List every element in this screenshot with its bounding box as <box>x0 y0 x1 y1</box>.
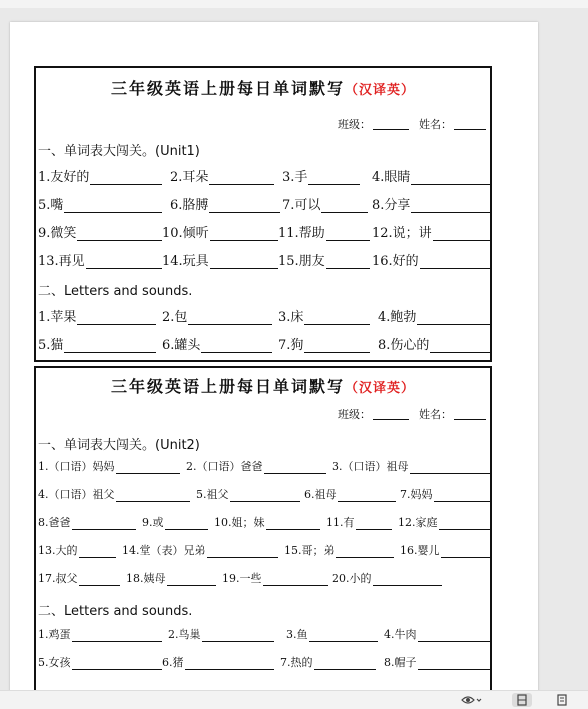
word-item[interactable]: 3.（口语）祖母 <box>332 458 490 474</box>
class-label: 班级： <box>338 408 371 421</box>
word-item[interactable]: 8.帽子 <box>384 654 490 670</box>
title-text: 三年级英语上册每日单词默写 <box>110 377 345 396</box>
word-item[interactable]: 7.可以 <box>282 194 368 213</box>
word-item[interactable]: 16.婴儿 <box>400 542 490 558</box>
word-item[interactable]: 4.鲍勃 <box>378 306 490 325</box>
word-row <box>38 542 488 562</box>
title-text: 三年级英语上册每日单词默写 <box>110 79 345 98</box>
name-blank[interactable] <box>454 409 486 420</box>
worksheet-title <box>36 374 490 397</box>
word-item[interactable]: 11.有 <box>326 514 392 530</box>
name-label: 姓名： <box>419 118 452 131</box>
word-item[interactable]: 4.（口语）祖父 <box>38 486 190 502</box>
word-row <box>38 166 488 186</box>
word-item[interactable]: 13.大的 <box>38 542 116 558</box>
title-subtitle: （汉译英） <box>345 381 416 396</box>
word-item[interactable]: 7.妈妈 <box>400 486 490 502</box>
eye-view-button[interactable] <box>457 693 487 707</box>
word-item[interactable]: 16.好的 <box>372 250 490 269</box>
word-item[interactable]: 8.爸爸 <box>38 514 136 530</box>
word-item[interactable]: 12.家庭 <box>398 514 490 530</box>
word-row <box>38 486 488 506</box>
word-item[interactable]: 8.伤心的 <box>378 334 490 353</box>
class-name-row <box>338 116 486 132</box>
eye-icon <box>461 694 483 706</box>
worksheet-title <box>36 76 490 99</box>
reading-layout-button[interactable] <box>552 693 572 707</box>
word-item[interactable]: 3.鱼 <box>286 626 378 642</box>
word-row <box>38 514 488 534</box>
section-heading-words: 一、单词表大闯关。(Unit2) <box>38 438 200 453</box>
page-layout-button[interactable] <box>512 693 532 707</box>
word-item[interactable]: 5.嘴 <box>38 194 162 213</box>
word-item[interactable]: 4.眼睛 <box>372 166 490 185</box>
word-item[interactable]: 1.鸡蛋 <box>38 626 162 642</box>
word-item[interactable]: 18.姨母 <box>126 570 216 586</box>
worksheet-unit2 <box>34 366 492 696</box>
word-item[interactable]: 8.分享 <box>372 194 490 213</box>
class-blank[interactable] <box>373 409 409 420</box>
word-item[interactable]: 7.狗 <box>278 334 370 353</box>
title-subtitle: （汉译英） <box>345 83 416 98</box>
word-item[interactable]: 2.鸟巢 <box>168 626 274 642</box>
word-item[interactable]: 10.倾听 <box>162 222 278 241</box>
word-item[interactable]: 2.耳朵 <box>170 166 274 185</box>
word-item[interactable]: 20.小的 <box>332 570 442 586</box>
word-item[interactable]: 17.叔父 <box>38 570 120 586</box>
class-label: 班级： <box>338 118 371 131</box>
word-item[interactable]: 6.祖母 <box>304 486 396 502</box>
word-item[interactable]: 10.姐；妹 <box>214 514 320 530</box>
name-blank[interactable] <box>454 119 486 130</box>
word-row <box>38 306 488 326</box>
word-row <box>38 626 488 646</box>
word-item[interactable]: 6.猪 <box>162 654 274 670</box>
word-item[interactable]: 2.包 <box>162 306 272 325</box>
word-row <box>38 194 488 214</box>
word-row <box>38 250 488 270</box>
word-item[interactable]: 9.或 <box>142 514 208 530</box>
word-item[interactable]: 5.猫 <box>38 334 156 353</box>
word-item[interactable]: 1.（口语）妈妈 <box>38 458 180 474</box>
word-item[interactable]: 2.（口语）爸爸 <box>186 458 326 474</box>
section-heading-letters: 二、Letters and sounds. <box>38 284 193 299</box>
word-item[interactable]: 5.女孩 <box>38 654 162 670</box>
word-item[interactable]: 12.说；讲 <box>372 222 490 241</box>
word-item[interactable]: 9.微笑 <box>38 222 162 241</box>
word-item[interactable]: 15.哥；弟 <box>284 542 394 558</box>
word-item[interactable]: 13.再见 <box>38 250 162 269</box>
word-item[interactable]: 6.胳膊 <box>170 194 280 213</box>
word-item[interactable]: 6.罐头 <box>162 334 272 353</box>
page-layout-icon <box>516 694 528 706</box>
class-blank[interactable] <box>373 119 409 130</box>
word-item[interactable]: 19.一些 <box>222 570 328 586</box>
word-row <box>38 654 488 674</box>
word-item[interactable]: 7.热的 <box>280 654 376 670</box>
word-row <box>38 570 488 590</box>
document-icon <box>556 694 568 706</box>
word-item[interactable]: 1.苹果 <box>38 306 156 325</box>
worksheet-unit1 <box>34 66 492 362</box>
word-item[interactable]: 11.帮助 <box>278 222 370 241</box>
word-item[interactable]: 5.祖父 <box>196 486 300 502</box>
word-item[interactable]: 3.床 <box>278 306 370 325</box>
name-label: 姓名： <box>419 408 452 421</box>
section-heading-letters: 二、Letters and sounds. <box>38 604 193 619</box>
word-item[interactable]: 3.手 <box>282 166 360 185</box>
word-row <box>38 458 488 478</box>
top-bar <box>0 0 588 8</box>
section-heading-words: 一、单词表大闯关。(Unit1) <box>38 144 200 159</box>
word-item[interactable]: 4.牛肉 <box>384 626 490 642</box>
word-item[interactable]: 15.朋友 <box>278 250 370 269</box>
word-row <box>38 334 488 354</box>
word-item[interactable]: 14.玩具 <box>162 250 278 269</box>
class-name-row <box>338 406 486 422</box>
word-row <box>38 222 488 242</box>
status-bar <box>0 690 588 709</box>
word-item[interactable]: 1.友好的 <box>38 166 162 185</box>
word-item[interactable]: 14.堂（表）兄弟 <box>122 542 278 558</box>
